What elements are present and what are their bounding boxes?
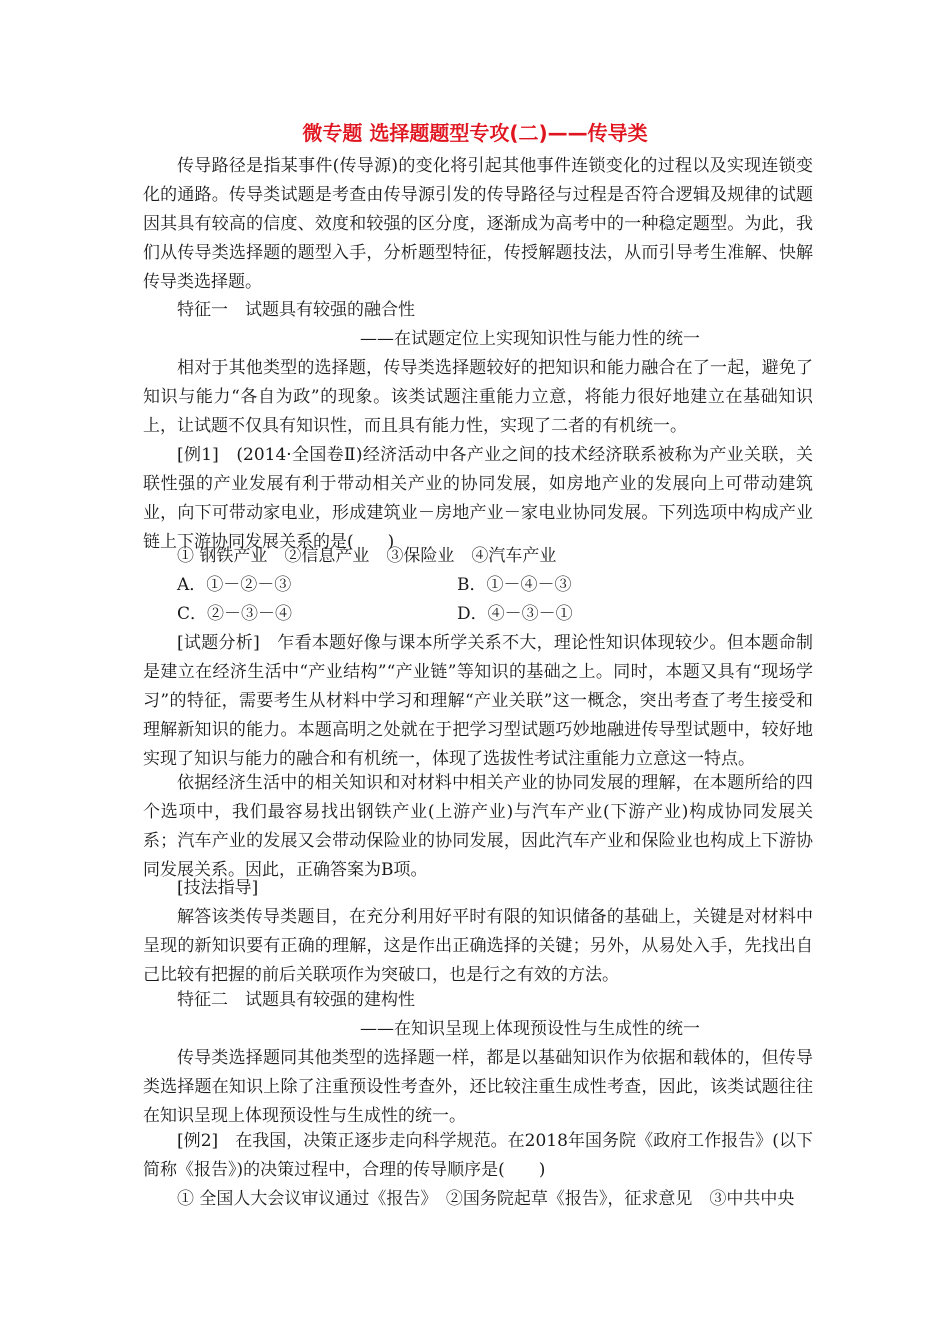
example1-option-d: D．④－③－① — [457, 604, 573, 624]
feature1-heading: 特征一 试题具有较强的融合性 — [177, 300, 415, 320]
example2-question: [例2] 在我国，决策正逐步走向科学规范。在2018年国务院《政府工作报告》(以下简称《报告》)的决策过程中，合理的传导顺序是( ) — [143, 1131, 813, 1180]
feature1-subheading: ——在试题定位上实现知识性与能力性的统一 — [360, 329, 700, 349]
feature1-body: 相对于其他类型的选择题，传导类选择题较好的把知识和能力融合在了一起，避免了知识与能力“各自为政”的现象。该类试题注重能力立意，将能力很好地建立在基础知识上，让试题不仅具有知识性，而且具有能力性，实现了二者的有机统一。 — [143, 358, 813, 436]
feature2-heading: 特征二 试题具有较强的建构性 — [177, 990, 415, 1010]
example1-option-b: B．①－④－③ — [457, 575, 572, 595]
technique-label: [技法指导] — [177, 878, 259, 898]
technique-body: 解答该类传导类题目，在充分利用好平时有限的知识储备的基础上，关键是对材料中呈现的新知识要有正确的理解，这是作出正确选择的关键；另外，从易处入手，先找出自己比较有把握的前后关联项作为突破口，也是行之有效的方法。 — [143, 907, 813, 985]
example1-option-a: A．①－②－③ — [177, 575, 292, 595]
example1-items: ① 钢铁产业 ②信息产业 ③保险业 ④汽车产业 — [177, 546, 557, 566]
feature2-body: 传导类选择题同其他类型的选择题一样，都是以基础知识作为依据和载体的，但传导类选择题在知识上除了注重预设性考查外，还比较注重生成性考查，因此，该类试题往往在知识呈现上体现预设性与生成性的统一。 — [143, 1048, 813, 1126]
example2-items: ① 全国人大会议审议通过《报告》 ②国务院起草《报告》，征求意见 ③中共中央 — [177, 1189, 795, 1209]
example1-analysis: [试题分析] 乍看本题好像与课本所学关系不大，理论性知识体现较少。但本题命制是建立在经济生活中“产业结构”“产业链”等知识的基础之上。同时，本题又具有“现场学习”的特征，需要考生从材料中学习和理解“产业关联”这一概念，突出考查了考生接受和理解新知识的能力。本题高明之处就在于把学习型试题巧妙地融进传导型试题中，较好地实现了知识与能力的融合和有机统一，体现了选拔性考试注重能力立意这一特点。 — [143, 633, 813, 769]
intro-paragraph: 传导路径是指某事件(传导源)的变化将引起其他事件连锁变化的过程以及实现连锁变化的通路。传导类试题是考查由传导源引发的传导路径与过程是否符合逻辑及规律的试题因其具有较高的信度、效度和较强的区分度，逐渐成为高考中的一种稳定题型。为此，我们从传导类选择题的题型入手，分析题型特征，传授解题技法，从而引导考生准解、快解传导类选择题。 — [143, 156, 813, 292]
example1-option-c: C．②－③－④ — [177, 604, 293, 624]
feature2-subheading: ——在知识呈现上体现预设性与生成性的统一 — [360, 1019, 700, 1039]
page-title: 微专题 选择题题型专攻(二)——传导类 — [302, 121, 648, 145]
example1-reasoning: 依据经济生活中的相关知识和对材料中相关产业的协同发展的理解，在本题所给的四个选项中，我们最容易找出钢铁产业(上游产业)与汽车产业(下游产业)构成协同发展关系；汽车产业的发展又会带动保险业的协同发展，因此汽车产业和保险业也构成上下游协同发展关系。因此，正确答案为B项。 — [143, 773, 813, 880]
example1-question: [例1] (2014·全国卷Ⅱ)经济活动中各产业之间的技术经济联系被称为产业关联，关联性强的产业发展有利于带动相关产业的协同发展，如房地产业的发展向上可带动建筑业，向下可带动家电业，形成建筑业－房地产业－家电业协同发展。下列选项中构成产业链上下游协同发展关系的是( ) — [143, 445, 813, 552]
